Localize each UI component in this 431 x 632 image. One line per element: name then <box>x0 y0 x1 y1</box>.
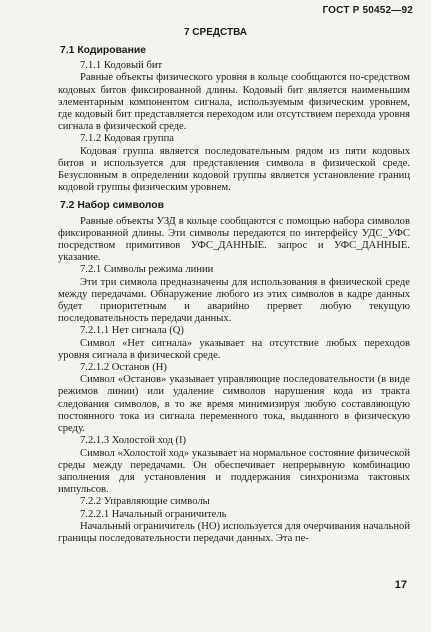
heading-7-2-1: 7.2.1 Символы режима линии <box>80 264 214 276</box>
page-number: 17 <box>394 579 407 591</box>
heading-7-1-1: 7.1.1 Кодовый бит <box>80 60 163 72</box>
paragraph-7-2-1-1: Символ «Нет сигнала» указывает на отсутствие любых переходов уровня сигнала в физической среде. <box>58 337 410 361</box>
heading-7-2: 7.2 Набор символов <box>60 200 165 212</box>
section-title: 7 СРЕДСТВА <box>183 27 248 38</box>
paragraph-7-2-2-1: Начальный ограничитель (НО) используется для очерчивания начальной границы последовательности передачи данных. Эта пе- <box>58 520 410 544</box>
heading-7-2-1-2: 7.2.1.2 Останов (H) <box>80 362 167 374</box>
standard-header: ГОСТ Р 50452—92 <box>322 5 413 16</box>
heading-7-1-2: 7.1.2 Кодовая группа <box>80 133 174 145</box>
paragraph-7-1-2: Кодовая группа является последовательным рядом из пяти кодовых битов и используется для представления символа в физической среде. Безусловным в определении кодовой группы является установление границ кодовой группы физическим уровнем. <box>58 145 410 194</box>
heading-7-2-2-1: 7.2.2.1 Начальный ограничитель <box>80 508 227 520</box>
heading-7-2-1-3: 7.2.1.3 Холостой ход (I) <box>80 435 187 447</box>
paragraph-7-2: Равные объекты УЗД в кольце сообщаются с помощью набора символов фиксированной длины. Эти символы передаются по интерфейсу УДС_УФС посредством примитивов УФС_ДАННЫЕ. запрос и УФС_ДАННЫЕ. указание. <box>58 215 410 264</box>
paragraph-7-2-1: Эти три символа предназначены для использования в физической среде между передачами. Обнаружение любого из этих символов в кадре данных будет приоритетным и аварийно прервет любую текущую последовательность передачи данных. <box>58 276 410 325</box>
heading-7-2-1-1: 7.2.1.1 Нет сигнала (Q) <box>80 325 184 337</box>
page-body <box>58 45 410 545</box>
heading-7-2-2: 7.2.2 Управляющие символы <box>80 496 210 508</box>
heading-7-1: 7.1 Кодирование <box>60 45 147 56</box>
paragraph-7-2-1-2: Символ «Останов» указывает управляющие последовательности (в виде режимов линии) или удаление символов нарушения кода из тракта следования символов, в то же время минимизируя любую составляющую постоянного тока из сигнала переменного тока, выданного в физическую среду. <box>58 374 410 435</box>
paragraph-7-1-1: Равные объекты физического уровня в кольце сообщаются по-средством кодовых битов фиксированной длины. Кодовый бит является наименьшим элементарным компонентом сигнала, используемым физическим уровнем, где кодовый бит представляется переходом или отсутствием перехода уровня сигнала в физической среде. <box>58 72 410 133</box>
paragraph-7-2-1-3: Символ «Холостой ход» указывает на нормальное состояние физической среды между передачами. Он обеспечивает непрерывную комбинацию заполнения для установления и поддержания синхронизма тактовых импульсов. <box>58 447 410 496</box>
